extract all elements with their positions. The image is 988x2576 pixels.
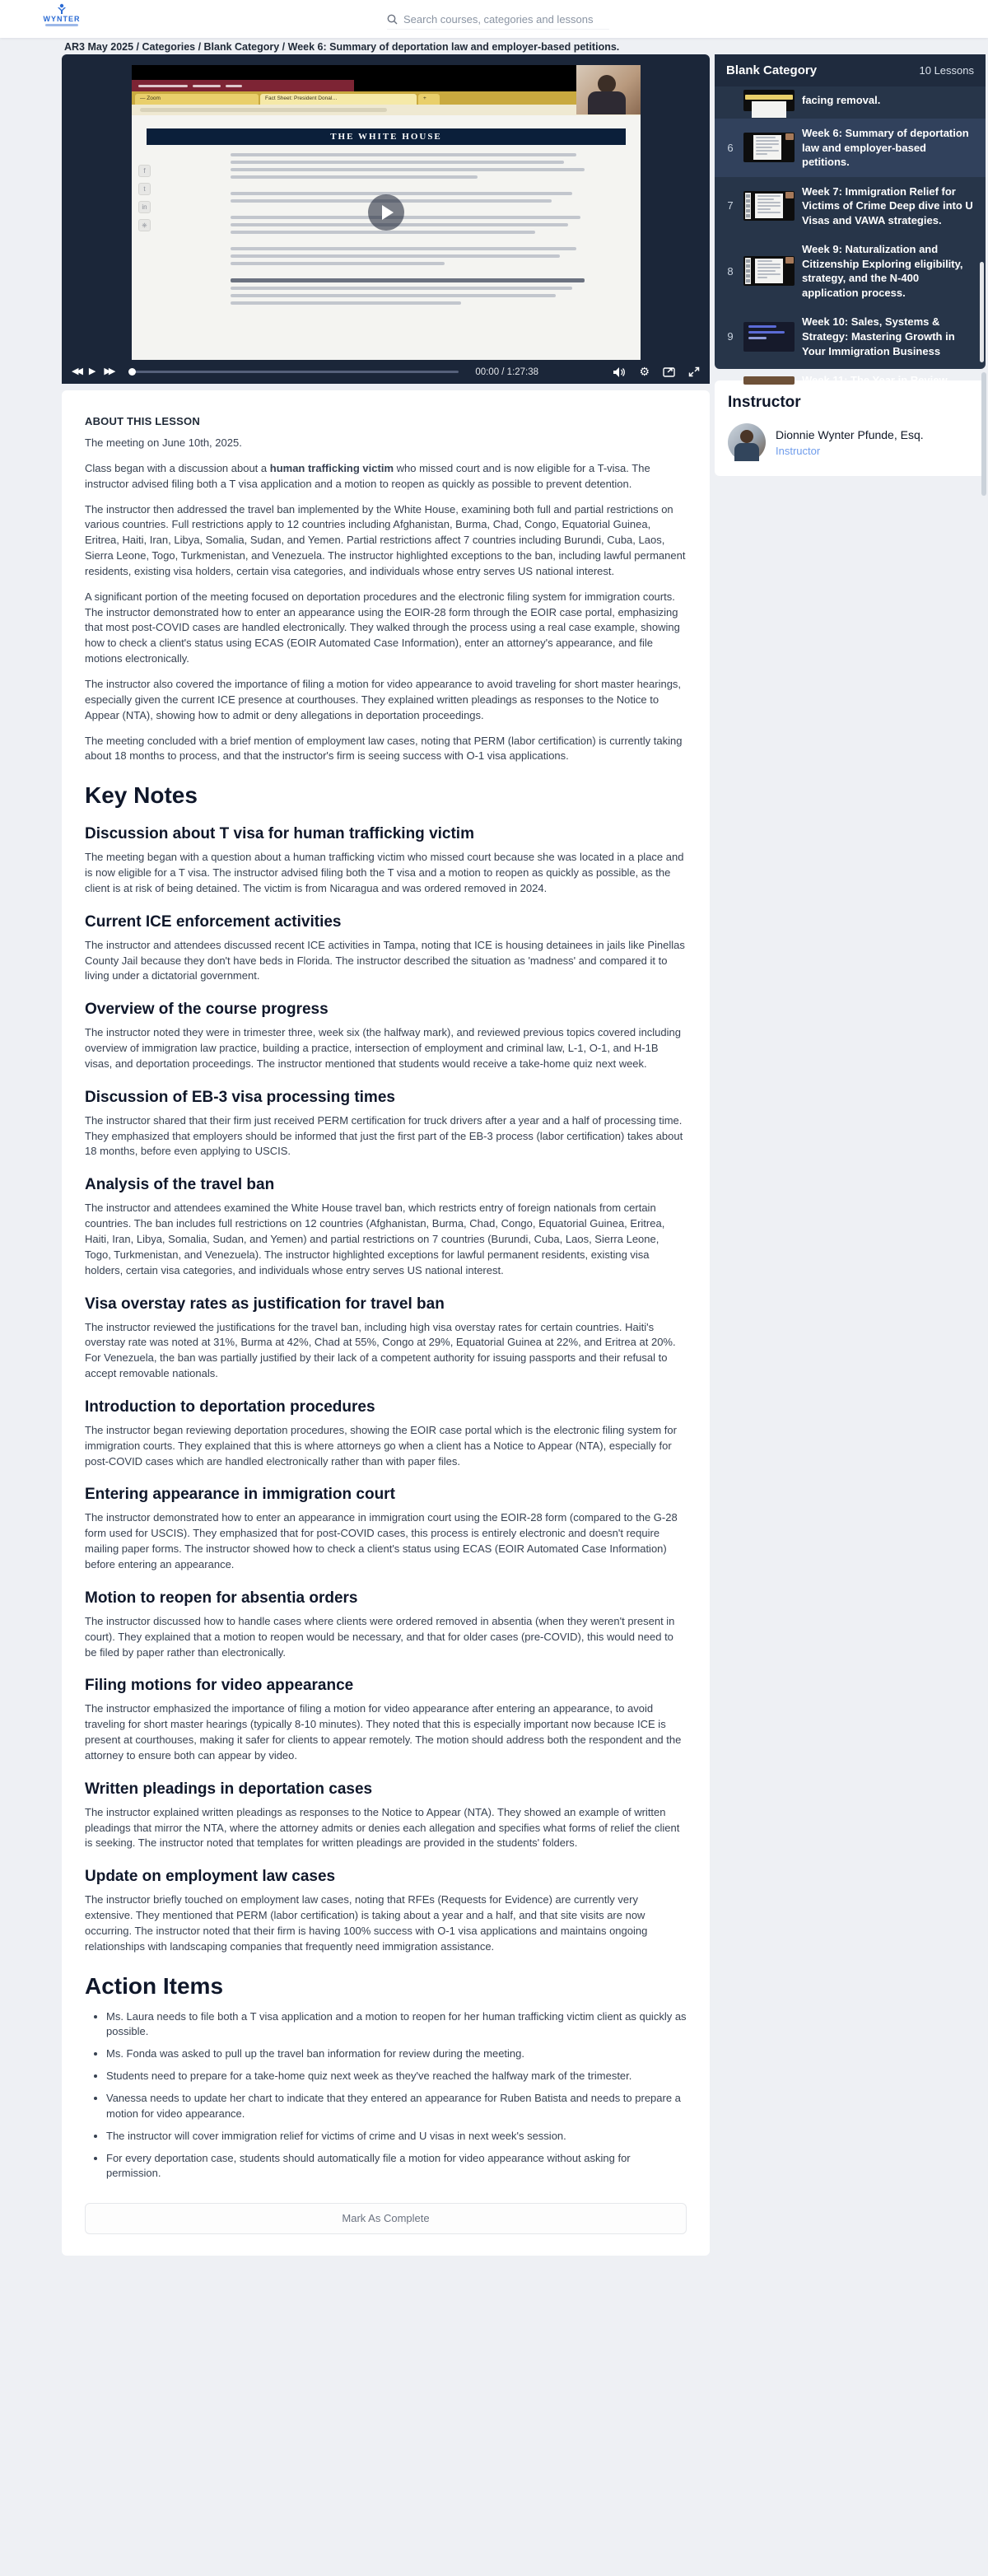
section-title: Visa overstay rates as justification for travel ban bbox=[85, 1295, 445, 1313]
facebook-share-icon: f bbox=[138, 165, 151, 177]
instructor-heading: Instructor bbox=[728, 394, 801, 411]
playlist-item-partial[interactable] bbox=[715, 86, 986, 119]
lesson-paragraph: The instructor also covered the importance of filing a motion for video appearance to avoid traveling for short master hearings, especially given the current ICE presence at courthouses. They explained written pleadings as responses to the Notice to Appear (NTA), showing how to admit or deny allegations in deportation proceedings. bbox=[85, 677, 682, 721]
lesson-paragraph: The meeting concluded with a brief mention of employment law cases, noting that PERM (labor certification) is currently taking about 18 months to process, and that the instructor's firm is seeing success with O-1 visa applications. bbox=[85, 734, 683, 763]
section-body: The instructor demonstrated how to enter an appearance in immigration court using the EOIR-28 form (compared to the G-28 form used for USCIS). They emphasized that for post-COVID cases, this process is entirely electronic and doesn't require mailing paper forms. The instructor showed how to check a client's status using ECAS (EOIR Automated Case Information) before entering an appearance. bbox=[85, 1511, 678, 1570]
lesson-thumbnail bbox=[743, 322, 795, 352]
lesson-content-card bbox=[62, 390, 710, 2256]
playlist-item-week11[interactable] bbox=[715, 366, 986, 395]
settings-gear-icon[interactable]: ⚙ bbox=[639, 365, 650, 378]
action-item: • Vanessa needs to update her chart to indicate that they entered an appearance for Ruben Batista and needs to prepare a motion for video appearance. bbox=[106, 2091, 687, 2122]
section-title: Current ICE enforcement activities bbox=[85, 912, 342, 931]
section-title: Discussion about T visa for human trafficking victim bbox=[85, 825, 474, 843]
section-title: Discussion of EB-3 visa processing times bbox=[85, 1088, 395, 1106]
section-body: The instructor noted they were in trimester three, week six (the halfway mark), and reviewed previous topics covered including overview of immigration law practice, building a practice, intersection of employment and criminal law, L-1, O-1, and H-1B visas, and deportation proceedings. The instructor mentioned that students would receive a take-home quiz next week. bbox=[85, 1026, 681, 1070]
search-icon bbox=[387, 14, 398, 25]
section-title: Motion to reopen for absentia orders bbox=[85, 1589, 358, 1607]
video-player[interactable] bbox=[62, 54, 710, 384]
lesson-number: 7 bbox=[727, 199, 734, 212]
section-body: The instructor briefly touched on employment law cases, noting that RFEs (Requests for Evidence) are currently very extensive. They mentioned that PERM (labor certification) is taking about a year and a half, and that site visits are now occurring. The instructor noted that their firm is having 100% success with O-1 visa applications and maintains ongoing relationships with landscaping companies that frequently need immigration assistance. bbox=[85, 1893, 648, 1953]
fast-forward-button[interactable]: ▶▶ bbox=[104, 366, 114, 376]
action-item: • The instructor will cover immigration relief for victims of crime and U visas in next week's session. bbox=[106, 2129, 687, 2144]
lesson-paragraph: A significant portion of the meeting focused on deportation procedures and the electronic filing system for immigration courts. The instructor demonstrated how to enter an appearance using the EOIR-28 form through the EOIR case portal, emphasizing that most post-COVID cases are handled electronically. They walked through the process using a real case example, showing how to check a client's status using ECAS (EOIR Automated Case Information), enter an attorney's appearance, and file motions electronically. bbox=[85, 590, 680, 665]
section-title: Introduction to deportation procedures bbox=[85, 1398, 375, 1416]
section-title: Overview of the course progress bbox=[85, 1001, 329, 1019]
app-logo[interactable] bbox=[43, 3, 81, 26]
browser-address-bar bbox=[132, 105, 641, 115]
lesson-title: Week 9: Naturalization and Citizenship Exploring eligibility, strategy, and the N-400 application process. bbox=[802, 243, 963, 299]
section-body: The instructor and attendees examined the White House travel ban, which restricts entry of foreign nationals from certain countries. The ban includes full restrictions on 12 countries (Afghanistan, Burma, Chad, Congo, Equatorial Guinea, Eritrea, Haiti, Iran, Libya, Somalia, Sudan, and Yemen) and partial restrictions on 7 countries (Burundi, Cuba, Laos, Sierra Leone, Togo, Turkmenistan, and Venezuela). The instructor highlighted exceptions for lawful permanent residents, existing visa holders, certain visa categories, and individuals whose entry serves US national interest. bbox=[85, 1202, 665, 1276]
instructor-role-link[interactable]: Instructor bbox=[776, 444, 821, 457]
lesson-title: Week 10: Sales, Systems & Strategy: Mastering Growth in Your Immigration Business bbox=[802, 315, 955, 357]
section-body: The instructor explained written pleadings as responses to the Notice to Appear (NTA). They showed an example of written pleadings that mirror the NTA, where the attorney admits or denies each allegation and specifies what forms of relief the client is seeking. The instructor noted that templates for written pleadings are provided in the students' folders. bbox=[85, 1805, 680, 1850]
section-body: The meeting began with a question about a human trafficking victim who missed court because she was located in a place and is now eligible for a T visa. The instructor advised filing both the T visa and a motion to reopen as quickly as possible, as the client is at risk of being detained. The victim is from Nicaragua and was ordered removed in 2024. bbox=[85, 851, 684, 894]
section-body: The instructor discussed how to handle cases where clients were ordered removed in absentia (when they weren't present in court). They explained that a motion to reopen would be necessary, and that for older cases (pre-COVID), this would need to be filed by paper rather than electronically. bbox=[85, 1614, 675, 1659]
page-scrollbar[interactable] bbox=[981, 372, 986, 496]
volume-icon[interactable] bbox=[613, 366, 626, 378]
section-title: Analysis of the travel ban bbox=[85, 1176, 275, 1194]
pip-icon[interactable] bbox=[663, 366, 675, 377]
logo-text: WYNTER bbox=[43, 15, 81, 23]
section-body: The instructor reviewed the justifications for the travel ban, including high visa overstay rates for certain countries. Haiti's overstay rate was noted at 31%, Burma at 42%, Chad at 55%, Congo at 29%, Equatorial Guinea at 22%, and Eritrea at 20%. For Venezuela, the ban was partially justified by their lack of a competent authority for issuing passports and their refusal to accept removable nationals. bbox=[85, 1320, 676, 1380]
section-title: Entering appearance in immigration court bbox=[85, 1486, 395, 1504]
top-navigation-bar bbox=[0, 0, 988, 38]
action-item: • Ms. Laura needs to file both a T visa application and a motion to reopen for her human trafficking victim client as quickly as possible. bbox=[106, 2009, 687, 2041]
lesson-title: facing removal. bbox=[802, 94, 881, 107]
logo-person-icon bbox=[56, 3, 68, 15]
lesson-thumbnail bbox=[743, 376, 795, 385]
lesson-thumbnail bbox=[743, 191, 795, 221]
playlist-category: Blank Category bbox=[726, 63, 818, 77]
browser-tab-fact-sheet: Fact Sheet: President Donal… bbox=[260, 94, 417, 105]
playlist-scrollbar[interactable] bbox=[980, 262, 984, 362]
progress-knob[interactable] bbox=[128, 368, 136, 376]
lesson-paragraph: Class began with a discussion about a human trafficking victim who missed court and is now eligible for a T-visa. The instructor advised filing both a T visa application and a motion to reopen as quickly as possible to prevent detention. bbox=[85, 461, 650, 490]
fullscreen-icon[interactable] bbox=[688, 366, 700, 377]
browser-tab-zoom: — Zoom bbox=[135, 94, 259, 105]
section-title: Update on employment law cases bbox=[85, 1868, 336, 1886]
playlist-item-week7[interactable] bbox=[715, 177, 986, 236]
playlist-item-week6[interactable] bbox=[715, 119, 986, 177]
action-item: • Ms. Fonda was asked to pull up the travel ban information for review during the meeting. bbox=[106, 2046, 687, 2062]
lesson-number: 9 bbox=[727, 330, 734, 343]
action-items-list bbox=[106, 2009, 687, 2182]
lesson-number: 8 bbox=[727, 264, 734, 278]
lesson-intro: The meeting on June 10th, 2025. bbox=[85, 436, 242, 449]
video-controls bbox=[62, 360, 710, 384]
mark-as-complete-button[interactable]: Mark As Complete bbox=[85, 2203, 687, 2234]
search-bar[interactable] bbox=[387, 10, 609, 30]
progress-bar[interactable] bbox=[129, 371, 459, 373]
playlist-item-week10[interactable] bbox=[715, 307, 986, 366]
instructor-avatar bbox=[728, 423, 766, 461]
playlist-header bbox=[715, 54, 986, 86]
webpage-text-lines bbox=[231, 153, 585, 309]
section-body: The instructor and attendees discussed recent ICE activities in Tampa, noting that ICE is housing detainees in jails like Pinellas County Jail because they don't have beds in Florida. The instructor described the situation as 'madness' and compared it to living under a dictatorial government. bbox=[85, 938, 685, 982]
sidebar-column bbox=[715, 54, 986, 476]
action-items-title: Action Items bbox=[85, 1972, 224, 1999]
share-buttons bbox=[138, 165, 151, 237]
key-notes-title: Key Notes bbox=[85, 782, 198, 809]
breadcrumb: AR3 May 2025 / Categories / Blank Category / Week 6: Summary of deportation law and employer-based petitions. bbox=[64, 41, 620, 53]
section-title: Written pleadings in deportation cases bbox=[85, 1780, 373, 1798]
browser-tab-new: + bbox=[418, 94, 440, 105]
lesson-thumbnail bbox=[743, 256, 795, 286]
lesson-paragraph: The instructor then addressed the travel ban implemented by the White House, examining both full and partial restrictions on various countries. Full restrictions apply to 12 countries including Afghanistan, Burma, Chad, Congo, Equatorial Guinea, Eritrea, Haiti, Iran, Libya, Somalia, Sudan, and Yemen. Partial restrictions affect 7 countries including Burundi, Cuba, Laos, Sierra Leone, Togo, Turkmenistan, and Venezuela. The instructor highlighted exceptions to the ban, including lawful permanent residents, existing visa holders, certain visa categories, and individuals whose entry serves US national interest. bbox=[85, 502, 686, 577]
video-frame bbox=[132, 65, 641, 360]
section-body: The instructor shared that their firm just received PERM certification for truck drivers after a year and a half of processing time. They emphasized that employers should be informed that just the first part of the EB-3 process (labor certification) takes about 18 months, before even applying to USCIS. bbox=[85, 1113, 683, 1158]
lesson-title: Week 6: Summary of deportation law and employer-based petitions. bbox=[802, 127, 969, 169]
shared-webpage bbox=[132, 115, 641, 360]
section-body: The instructor began reviewing deportation procedures, showing the EOIR case portal which is the electronic filing system for immigration courts. They explained that this is where attorneys go when a client has a Notice to Appear (NTA), especially for post-COVID cases which are handled electronically rather than with paper files. bbox=[85, 1423, 677, 1468]
video-window-titlebar bbox=[132, 80, 354, 91]
lesson-playlist bbox=[715, 54, 986, 387]
main-column bbox=[62, 54, 710, 2256]
browser-tab-strip bbox=[132, 91, 641, 105]
rewind-button[interactable]: ◀◀ bbox=[72, 366, 81, 376]
time-display: 00:00 / 1:27:38 bbox=[475, 366, 539, 377]
section-body: The instructor emphasized the importance of filing a motion for video appearance after entering an appearance, to avoid traveling for short master hearings (typically 8-10 minutes). They noted that this is especially important now because ICE is present at courthouses, making it safer for clients to appear remotely. The motion should address both the respondent and the attorney to ensure both can appear by video. bbox=[85, 1702, 682, 1762]
playlist-lesson-count: 10 Lessons bbox=[919, 64, 974, 77]
about-lesson-label: ABOUT THIS LESSON bbox=[85, 415, 200, 427]
link-share-icon: ⎈ bbox=[138, 219, 151, 231]
twitter-share-icon: t bbox=[138, 183, 151, 195]
section-title: Filing motions for video appearance bbox=[85, 1677, 354, 1695]
lesson-title: Week 11: The Year in Review bbox=[802, 374, 948, 387]
playlist-item-week9[interactable] bbox=[715, 235, 986, 307]
instructor-name: Dionnie Wynter Pfunde, Esq. bbox=[776, 427, 924, 441]
bold-phrase: human trafficking victim bbox=[269, 461, 394, 474]
play-button[interactable]: ▶ bbox=[88, 366, 96, 376]
logo-tagline bbox=[45, 24, 78, 26]
lesson-thumbnail bbox=[743, 90, 795, 111]
white-house-banner: THE WHITE HOUSE bbox=[147, 128, 626, 145]
play-overlay-button[interactable] bbox=[368, 194, 404, 231]
webcam-thumbnail bbox=[576, 65, 641, 114]
lesson-title: Week 7: Immigration Relief for Victims of Crime Deep dive into U Visas and VAWA strategies. bbox=[802, 184, 973, 226]
linkedin-share-icon: in bbox=[138, 201, 151, 213]
lesson-number: 6 bbox=[727, 141, 734, 154]
action-item: • For every deportation case, students should automatically file a motion for video appearance without asking for permission. bbox=[106, 2151, 687, 2182]
lesson-thumbnail bbox=[743, 133, 795, 162]
action-item: • Students need to prepare for a take-home quiz next week as they've reached the halfway mark of the trimester. bbox=[106, 2069, 687, 2084]
play-icon bbox=[382, 205, 394, 220]
search-input[interactable] bbox=[403, 13, 609, 26]
